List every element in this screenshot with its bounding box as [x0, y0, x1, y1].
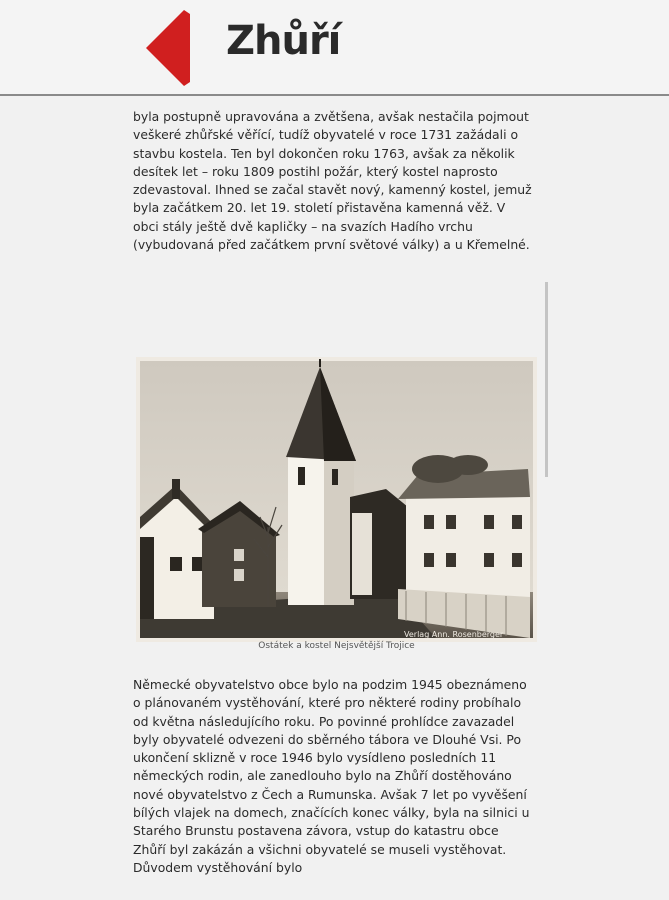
church-photo	[136, 357, 537, 642]
back-arrow-icon[interactable]	[146, 10, 190, 86]
church-photo-image	[136, 357, 537, 642]
photo-watermark: Verlag Ann. Rosenberger	[404, 630, 504, 639]
article-paragraph-1: byla postupně upravována a zvětšena, avšak nestačila pojmout veškeré zhůřské věřící, tudíž obyvatelé v roce 1731 zažádali o stavbu kostela. Ten byl dokončen roku 1763, avšak za několik desítek let – roku 1809 postihl požár, který kostel naprosto zdevastoval. Ihned se začal stavět nový, kamenný kostel, jemuž byla začátkem 20. let 19. století přistavěna kamenná věž. V obci stály ještě dvě kapličky – na svazích Hadího vrchu (vybudovaná před začátkem první světové války) a u Křemelné.	[133, 109, 532, 253]
article-paragraph-2: Německé obyvatelstvo obce bylo na podzim 1945 obeznámeno o plánovaném vystěhování, které pro některé rodiny probíhalo od května následujícího roku. Po povinné prohlídce zavazadel byly obyvatelé odvezeni do sběrného tábora ve Dlouhé Vsi. Po ukončení sklizně v roce 1946 bylo vysídleno posledních 11 německých rodin, ale zanedlouho bylo na Zhůří dostěhováno nové obyvatelstvo z Čech a Rumunska. Avšak 7 let po vyvěšení bílých vlajek na domech, značících konec války, byla na silnici u Starého Brunstu postavena závora, vstup do katastru obce Zhůří byl zakázán a všichni obyvatelé se museli vystěhovat. Důvodem vystěhování bylo	[133, 677, 530, 875]
photo-caption: Ostátek a kostel Nejsvětější Trojice	[258, 641, 415, 651]
article-body-continued	[133, 676, 533, 877]
article-body	[133, 108, 533, 254]
scrollbar[interactable]	[545, 282, 548, 477]
app-header	[0, 0, 669, 96]
page-title: Zhůří	[226, 18, 341, 64]
